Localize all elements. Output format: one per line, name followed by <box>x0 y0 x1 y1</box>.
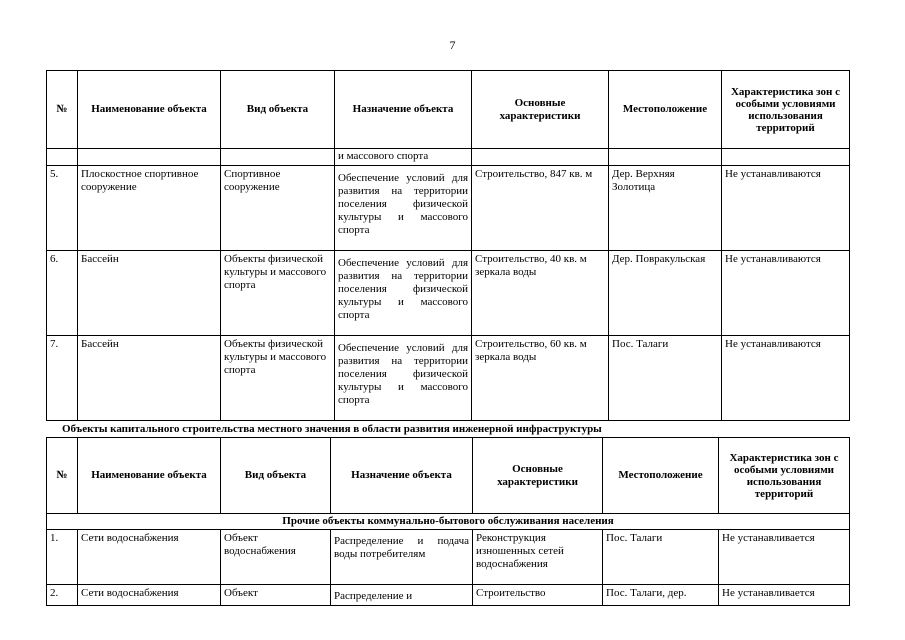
section-title: Объекты капитального строительства местного значения в области развития инженерной инфраструктуры <box>62 423 602 435</box>
row-type: Объект <box>221 585 331 606</box>
table-row <box>47 166 850 251</box>
row-characteristics: Строительство, 40 кв. м зеркала воды <box>472 251 609 336</box>
header-purpose: Назначение объекта <box>335 71 472 149</box>
row-location: Пос. Талаги, дер. <box>603 585 719 606</box>
header-location: Местоположение <box>609 71 722 149</box>
row-zones: Не устанавливаются <box>722 251 850 336</box>
row-type: Объект водоснабжения <box>221 530 331 585</box>
row-num: 6. <box>47 251 78 336</box>
header-location: Местоположение <box>603 438 719 514</box>
row-name: Сети водоснабжения <box>78 585 221 606</box>
row-purpose: Обеспечение условий для развития на территории поселения физической культуры и массового спорта <box>335 336 472 421</box>
page-number: 7 <box>449 38 456 52</box>
row-location: Дер. Повракульская <box>609 251 722 336</box>
row-purpose: Обеспечение условий для развития на территории поселения физической культуры и массового спорта <box>335 166 472 251</box>
subheader-row <box>47 514 850 530</box>
row-num: 1. <box>47 530 78 585</box>
row-purpose: Распределение и подача воды потребителям <box>331 530 473 585</box>
row-name: Плоскостное спортивное сооружение <box>78 166 221 251</box>
row-characteristics: Строительство <box>473 585 603 606</box>
header-characteristics: Основные характеристики <box>472 71 609 149</box>
header-purpose: Назначение объекта <box>331 438 473 514</box>
row-type: Объекты физической культуры и массового спорта <box>221 251 335 336</box>
table-row <box>47 336 850 421</box>
table-header-row <box>47 438 850 514</box>
subheader-title: Прочие объекты коммунально-бытового обслуживания населения <box>47 514 850 530</box>
row-type: Спортивное сооружение <box>221 166 335 251</box>
row-type: Объекты физической культуры и массового спорта <box>221 336 335 421</box>
row-num: 2. <box>47 585 78 606</box>
row-zones: Не устанавливается <box>719 530 850 585</box>
row-zones: Не устанавливаются <box>722 166 850 251</box>
row-characteristics: Строительство, 847 кв. м <box>472 166 609 251</box>
table-header-row <box>47 71 850 149</box>
row-characteristics: Строительство, 60 кв. м зеркала воды <box>472 336 609 421</box>
header-name: Наименование объекта <box>78 71 221 149</box>
row-characteristics: Реконструкция изношенных сетей водоснабжения <box>473 530 603 585</box>
header-zones: Характеристика зон с особыми условиями использования территорий <box>722 71 850 149</box>
row-location: Дер. Верхняя Золотица <box>609 166 722 251</box>
table-row <box>47 585 850 606</box>
row-num: 5. <box>47 166 78 251</box>
continued-purpose-text: и массового спорта <box>335 149 472 166</box>
row-purpose: Распределение и <box>331 585 473 606</box>
table-row <box>47 530 850 585</box>
objects-table-infrastructure <box>46 437 850 606</box>
table-row <box>47 251 850 336</box>
table-row-continued <box>47 149 850 166</box>
header-type: Вид объекта <box>221 71 335 149</box>
row-name: Бассейн <box>78 251 221 336</box>
header-type: Вид объекта <box>221 438 331 514</box>
header-zones: Характеристика зон с особыми условиями использования территорий <box>719 438 850 514</box>
row-location: Пос. Талаги <box>609 336 722 421</box>
row-name: Сети водоснабжения <box>78 530 221 585</box>
header-name: Наименование объекта <box>78 438 221 514</box>
objects-table-sports <box>46 70 850 421</box>
row-purpose: Обеспечение условий для развития на территории поселения физической культуры и массового спорта <box>335 251 472 336</box>
row-zones: Не устанавливаются <box>722 336 850 421</box>
header-num: № <box>47 438 78 514</box>
row-num: 7. <box>47 336 78 421</box>
row-zones: Не устанавливается <box>719 585 850 606</box>
row-location: Пос. Талаги <box>603 530 719 585</box>
row-name: Бассейн <box>78 336 221 421</box>
header-characteristics: Основные характеристики <box>473 438 603 514</box>
header-num: № <box>47 71 78 149</box>
